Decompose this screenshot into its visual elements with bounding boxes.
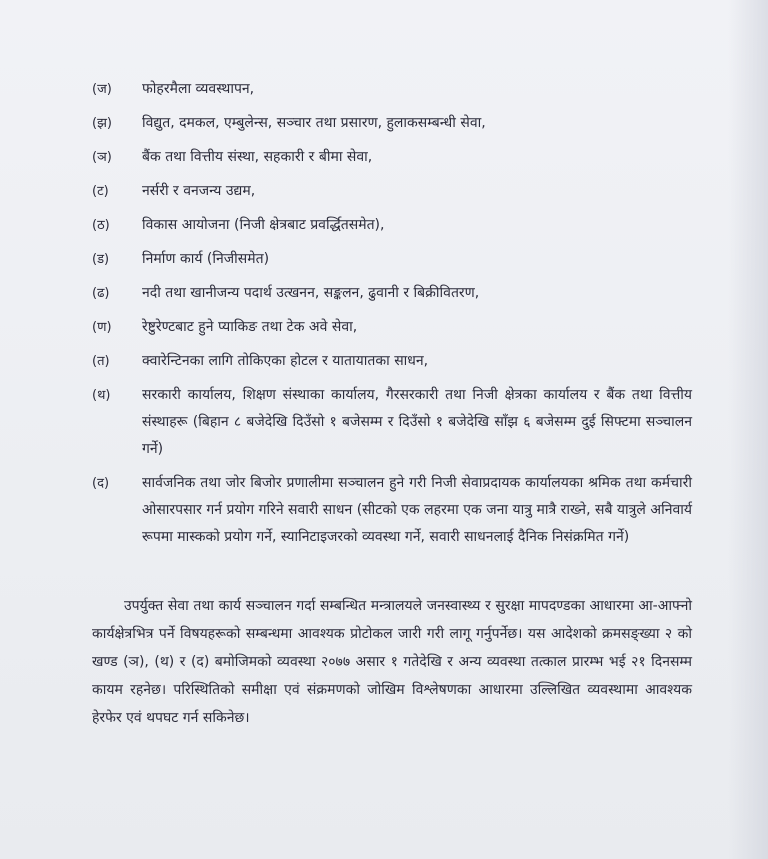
list-marker: (झ) [92, 116, 112, 131]
list-item-text: नदी तथा खानीजन्य पदार्थ उत्खनन, सङ्कलन, ढुवानी र बिक्रीवितरण, [142, 285, 480, 301]
list-item-text: क्वारेन्टिनका लागि तोकिएका होटल र यातायातका साधन, [142, 353, 429, 369]
list-item-ta [92, 178, 692, 205]
list-item-text: फोहरमैला व्यवस्थापन, [142, 81, 255, 97]
list-item-text: सार्वजनिक तथा जोर बिजोर प्रणालीमा सञ्चालन हुने गरी निजी सेवाप्रदायक कार्यालयका श्रमिक तथा कर्मचारी ओसारपसार गर्न प्रयोग गरिने सवारी साधन (सीटको एक लहरमा एक जना यात्रु मात्रै राख्ने, सबै यात्रुले अनिवार्य रूपमा मास्कको प्रयोग गर्ने, स्यानिटाइजरको व्यवस्था गर्ने, सवारी साधनलाई दैनिक निसंक्रमित गर्ने) [142, 475, 692, 545]
list-item-da2 [92, 470, 692, 551]
list-marker: (ढ) [92, 286, 110, 301]
list-item-ja [92, 76, 692, 103]
list-item-na [92, 314, 692, 341]
closing-paragraph: उपर्युक्त सेवा तथा कार्य सञ्चालन गर्दा सम्बन्धित मन्त्रालयले जनस्वास्थ्य र सुरक्षा मापदण्डका आधारमा आ-आफ्नो कार्यक्षेत्रभित्र पर्ने विषयहरूको सम्बन्धमा आवश्यक प्रोटोकल जारी गरी लागू गर्नुपर्नेछ। यस आदेशको क्रमसङ्ख्या २ को खण्ड (ञ), (थ) र (द) बमोजिमको व्यवस्था २०७७ असार १ गतेदेखि र अन्य व्यवस्था तत्काल प्रारम्भ भई २१ दिनसम्म कायम रहनेछ। परिस्थितिको समीक्षा एवं संक्रमणको जोखिम विश्लेषणका आधारमा उल्लिखित व्यवस्थामा आवश्यक हेरफेर एवं थपघट गर्न सकिनेछ। [92, 598, 692, 726]
list-item-text: नर्सरी र वनजन्य उद्यम, [142, 183, 256, 199]
list-item-tha2 [92, 382, 692, 463]
list-marker: (द) [92, 476, 110, 491]
list-item-da [92, 246, 692, 273]
list-item-text: बैंक तथा वित्तीय संस्था, सहकारी र बीमा सेवा, [142, 149, 373, 165]
service-list [92, 76, 692, 558]
list-item-text: विकास आयोजना (निजी क्षेत्रबाट प्रवर्द्धितसमेत), [142, 217, 385, 233]
list-item-nya [92, 144, 692, 171]
list-marker: (ड) [92, 252, 110, 267]
list-marker: (थ) [92, 388, 111, 403]
list-item-text: रेष्टुरेण्टबाट हुने प्याकिङ तथा टेक अवे सेवा, [142, 319, 358, 335]
list-marker: (ञ) [92, 150, 112, 165]
list-marker: (ट) [92, 184, 109, 199]
list-item-dha [92, 280, 692, 307]
page-shadow [728, 0, 768, 859]
list-item-text: निर्माण कार्य (निजीसमेत) [142, 251, 270, 267]
list-marker: (ण) [92, 320, 112, 335]
list-marker: (ठ) [92, 218, 110, 233]
list-item-text: विद्युत, दमकल, एम्बुलेन्स, सञ्चार तथा प्रसारण, हुलाकसम्बन्धी सेवा, [142, 115, 486, 131]
list-item-jha [92, 110, 692, 137]
list-item-ta2 [92, 348, 692, 375]
list-item-text: सरकारी कार्यालय, शिक्षण संस्थाका कार्यालय, गैरसरकारी तथा निजी क्षेत्रका कार्यालय र बैंक तथा वित्तीय संस्थाहरू (बिहान ८ बजेदेखि दिउँसो १ बजेसम्म र दिउँसो १ बजेदेखि साँझ ६ बजेसम्म दुई सिफ्टमा सञ्चालन गर्ने) [142, 387, 692, 457]
list-marker: (त) [92, 354, 110, 369]
list-marker: (ज) [92, 82, 112, 97]
list-item-tha [92, 212, 692, 239]
